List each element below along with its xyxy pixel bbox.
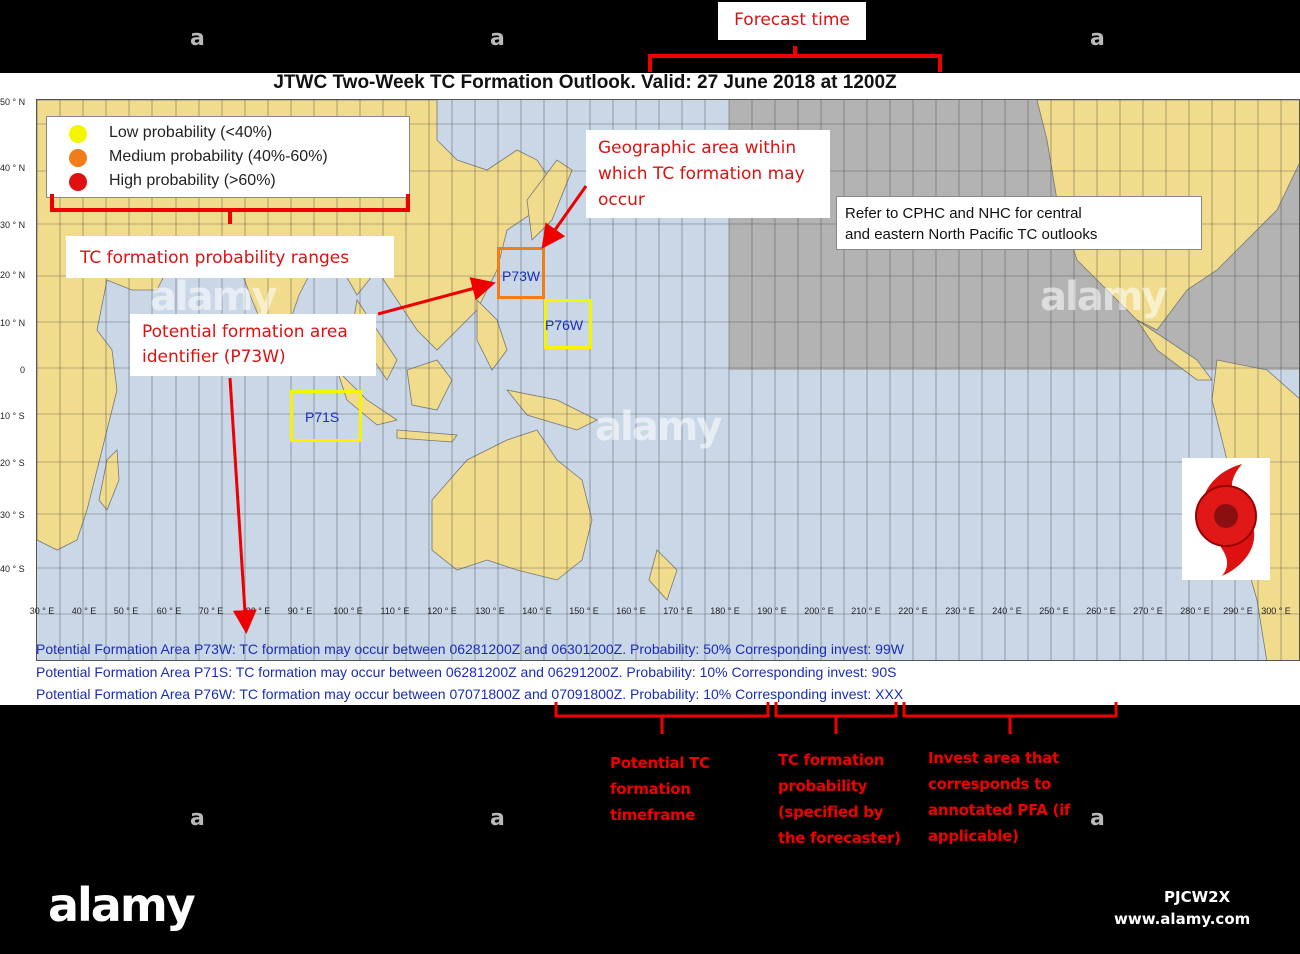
- watermark-tile: a: [490, 806, 505, 831]
- alamy-url: www.alamy.com: [1114, 910, 1251, 928]
- lat-tick-label: 50 ° N: [0, 97, 26, 107]
- lon-tick-label: 160 ° E: [616, 606, 646, 616]
- lat-tick-label: 40 ° N: [0, 163, 26, 173]
- annotation-line: Potential TC: [610, 754, 710, 772]
- lon-tick-label: 90 ° E: [287, 606, 313, 616]
- annotation-line: corresponds to: [928, 775, 1051, 793]
- lat-tick-label: 10 ° S: [0, 411, 25, 421]
- lon-tick-label: 130 ° E: [475, 606, 505, 616]
- pfa-label: P73W: [502, 268, 541, 284]
- lon-tick-label: 50 ° E: [113, 606, 139, 616]
- annotation-line: Invest area that: [928, 749, 1059, 767]
- annotation-line: Potential formation area: [142, 322, 348, 342]
- arrow-geographic-area: [545, 186, 586, 244]
- annotation-line: probability: [778, 777, 868, 795]
- jtwc-seal-icon: [1182, 458, 1270, 580]
- annotation-line: timeframe: [610, 806, 696, 824]
- legend-label: Medium probability (40%-60%): [109, 148, 328, 165]
- annotation-line: annotated PFA (if: [928, 801, 1071, 819]
- lon-tick-label: 280 ° E: [1180, 606, 1210, 616]
- lon-tick-label: 200 ° E: [804, 606, 834, 616]
- lat-tick-label: 40 ° S: [0, 564, 25, 574]
- lon-tick-label: 210 ° E: [851, 606, 881, 616]
- annotation-line: TC formation: [778, 751, 885, 769]
- lon-tick-label: 300 ° E: [1261, 606, 1291, 616]
- watermark-brand-overlay: alamy: [595, 404, 721, 450]
- arrow-down-to-pfa: [230, 378, 246, 628]
- lon-tick-label: 270 ° E: [1133, 606, 1163, 616]
- lon-tick-label: 80 ° E: [245, 606, 271, 616]
- watermark-tile: a: [1090, 26, 1105, 51]
- pfa-line-p71s: Potential Formation Area P71S: TC formation may occur between 06281200Z and 06291200Z. Probability: 10% Corresponding invest: 90S: [36, 664, 897, 680]
- watermark-tile: a: [490, 26, 505, 51]
- lon-tick-label: 250 ° E: [1039, 606, 1069, 616]
- lon-tick-label: 190 ° E: [757, 606, 787, 616]
- watermark-brand-overlay: alamy: [150, 274, 276, 320]
- lon-tick-label: 40 ° E: [71, 606, 97, 616]
- annotation-line: occur: [598, 190, 645, 210]
- lon-tick-label: 180 ° E: [710, 606, 740, 616]
- annotation-line: the forecaster): [778, 829, 901, 847]
- lat-tick-label: 20 ° N: [0, 270, 26, 280]
- annotation-line: applicable): [928, 827, 1019, 845]
- annotation-line: formation: [610, 780, 691, 798]
- lon-tick-label: 260 ° E: [1086, 606, 1116, 616]
- lon-tick-label: 100 ° E: [333, 606, 363, 616]
- lon-tick-label: 230 ° E: [945, 606, 975, 616]
- legend-label: High probability (>60%): [109, 172, 276, 189]
- watermark-tile: a: [190, 806, 205, 831]
- lon-tick-label: 140 ° E: [522, 606, 552, 616]
- arrow-identifier: [378, 284, 490, 314]
- lon-tick-label: 60 ° E: [156, 606, 182, 616]
- legend-label: Low probability (<40%): [109, 124, 273, 141]
- lon-tick-label: 240 ° E: [992, 606, 1022, 616]
- lon-tick-label: 150 ° E: [569, 606, 599, 616]
- lon-tick-label: 290 ° E: [1223, 606, 1253, 616]
- lat-tick-label: 20 ° S: [0, 458, 25, 468]
- invest-annotation: [928, 745, 1070, 849]
- pfa-label: P71S: [305, 409, 340, 425]
- map-title: JTWC Two-Week TC Formation Outlook. Valid: 27 June 2018 at 1200Z: [273, 72, 897, 93]
- jtwc-logo: [1182, 458, 1270, 580]
- annotation-line: identifier (P73W): [142, 347, 286, 367]
- cphc-note-line: Refer to CPHC and NHC for central: [845, 205, 1082, 222]
- cphc-note-line: and eastern North Pacific TC outlooks: [845, 226, 1098, 243]
- lat-tick-label: 10 ° N: [0, 318, 26, 328]
- pfa-label: P76W: [545, 317, 584, 333]
- timeframe-annotation: [610, 750, 710, 828]
- lon-tick-label: 120 ° E: [427, 606, 457, 616]
- alamy-logo: alamy: [48, 878, 194, 932]
- watermark-tile: a: [190, 26, 205, 51]
- lon-tick-label: 70 ° E: [198, 606, 224, 616]
- probability-annotation: [778, 747, 901, 851]
- annotation-line: which TC formation may: [598, 164, 805, 184]
- lat-tick-label: 0: [20, 365, 26, 375]
- lon-tick-label: 170 ° E: [663, 606, 693, 616]
- image-code: PJCW2X: [1164, 888, 1231, 906]
- pfa-line-p76w: Potential Formation Area P76W: TC formation may occur between 07071800Z and 07091800Z. Probability: 10% Corresponding invest: XXX: [36, 686, 904, 702]
- annotation-line: Geographic area within: [598, 138, 797, 158]
- forecast-time-label: Forecast time: [734, 10, 850, 30]
- bottom-brackets: [0, 700, 1300, 740]
- lon-tick-label: 30 ° E: [29, 606, 55, 616]
- watermark-brand-overlay: alamy: [1040, 274, 1166, 320]
- lon-tick-label: 110 ° E: [380, 606, 410, 616]
- lat-tick-label: 30 ° N: [0, 220, 26, 230]
- pfa-line-p73w: Potential Formation Area P73W: TC formation may occur between 06281200Z and 06301200Z. Probability: 50% Corresponding invest: 99W: [36, 641, 904, 657]
- annotation-line: TC formation probability ranges: [80, 248, 350, 268]
- lon-tick-label: 220 ° E: [898, 606, 928, 616]
- watermark-tile: a: [1090, 806, 1105, 831]
- annotation-line: (specified by: [778, 803, 884, 821]
- lat-tick-label: 30 ° S: [0, 510, 25, 520]
